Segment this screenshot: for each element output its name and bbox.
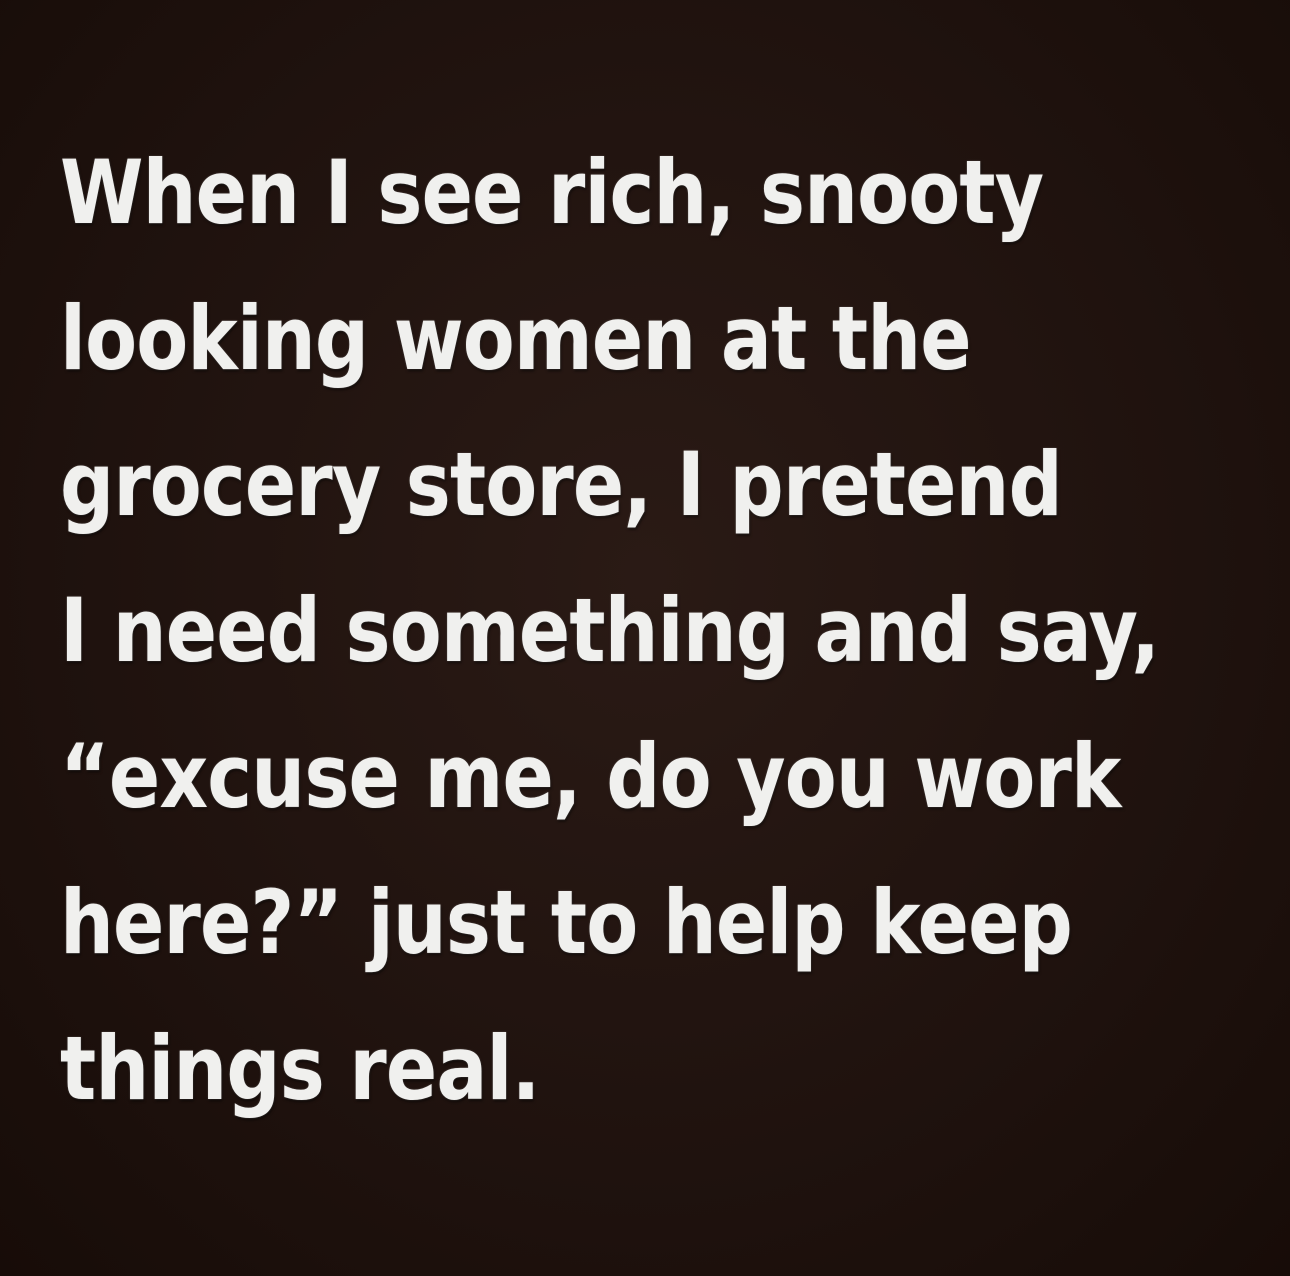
quote-line: I need something and say, [60, 579, 1160, 682]
quote-line: “excuse me, do you work [60, 725, 1121, 828]
quote-line: here?” just to help keep [60, 871, 1072, 974]
quote-line: grocery store, I pretend [60, 433, 1062, 536]
quote-text [60, 120, 1275, 1142]
quote-line: looking women at the [60, 287, 971, 390]
quote-line: things real. [60, 1017, 540, 1120]
quote-line: When I see rich, snooty [60, 141, 1044, 244]
